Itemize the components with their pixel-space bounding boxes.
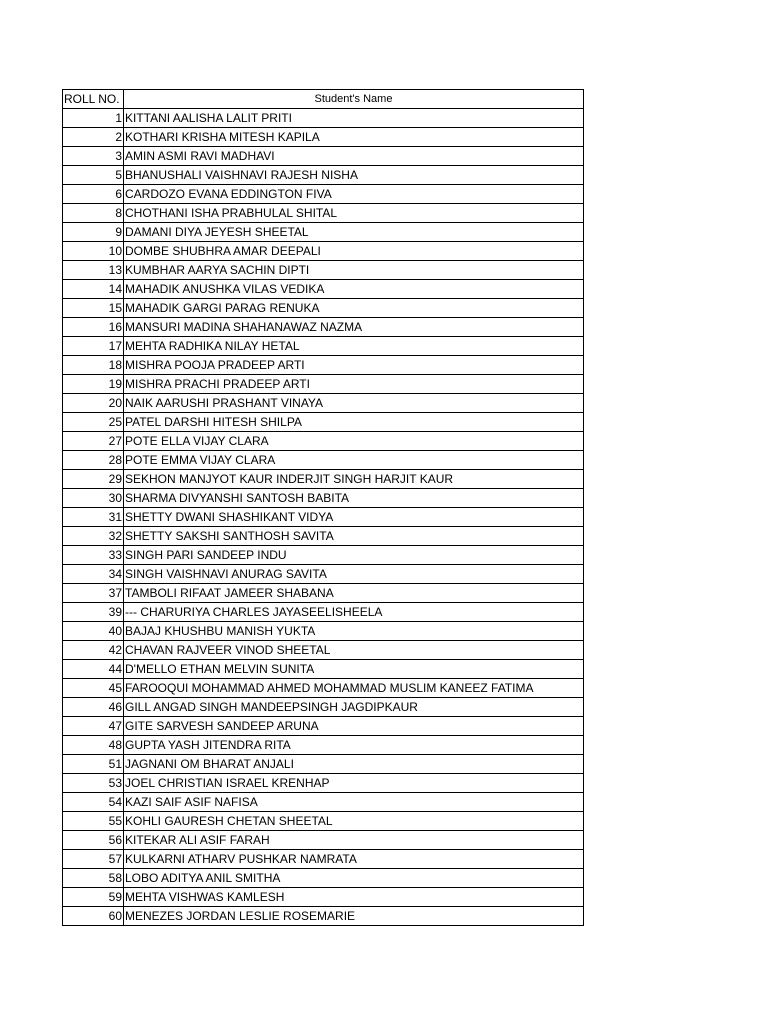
roll-number-cell: 51 [63,755,124,774]
roll-number-cell: 15 [63,299,124,318]
student-name-cell: KULKARNI ATHARV PUSHKAR NAMRATA [124,850,584,869]
roll-number-cell: 20 [63,394,124,413]
header-row [63,90,584,109]
roll-number-cell: 55 [63,812,124,831]
student-name-cell: SINGH VAISHNAVI ANURAG SAVITA [124,565,584,584]
roll-number-cell: 29 [63,470,124,489]
table-row [63,147,584,166]
student-name-cell: MENEZES JORDAN LESLIE ROSEMARIE [124,907,584,926]
table-row [63,888,584,907]
roll-number-cell: 9 [63,223,124,242]
table-row [63,793,584,812]
roll-number-cell: 58 [63,869,124,888]
table-row [63,451,584,470]
table-row [63,508,584,527]
table-row [63,394,584,413]
table-row [63,907,584,926]
table-row [63,641,584,660]
table-row [63,812,584,831]
table-row [63,432,584,451]
student-name-cell: PATEL DARSHI HITESH SHILPA [124,413,584,432]
roll-number-cell: 44 [63,660,124,679]
table-row [63,470,584,489]
student-name-cell: NAIK AARUSHI PRASHANT VINAYA [124,394,584,413]
student-name-cell: TAMBOLI RIFAAT JAMEER SHABANA [124,584,584,603]
table-row [63,679,584,698]
roll-number-cell: 48 [63,736,124,755]
student-name-cell: KUMBHAR AARYA SACHIN DIPTI [124,261,584,280]
student-name-cell: BAJAJ KHUSHBU MANISH YUKTA [124,622,584,641]
table-row [63,413,584,432]
student-name-cell: AMIN ASMI RAVI MADHAVI [124,147,584,166]
roll-number-cell: 31 [63,508,124,527]
roll-number-cell: 16 [63,318,124,337]
roll-number-cell: 42 [63,641,124,660]
roll-number-cell: 47 [63,717,124,736]
roll-number-cell: 53 [63,774,124,793]
student-name-cell: CHAVAN RAJVEER VINOD SHEETAL [124,641,584,660]
table-row [63,698,584,717]
roll-number-cell: 6 [63,185,124,204]
student-name-cell: KITTANI AALISHA LALIT PRITI [124,109,584,128]
roll-number-cell: 3 [63,147,124,166]
roll-number-cell: 56 [63,831,124,850]
table-body [63,109,584,926]
table-row [63,546,584,565]
table-row [63,109,584,128]
table-row [63,622,584,641]
table-row [63,356,584,375]
table-row [63,489,584,508]
roll-number-cell: 13 [63,261,124,280]
roll-number-cell: 33 [63,546,124,565]
student-name-cell: CHOTHANI ISHA PRABHULAL SHITAL [124,204,584,223]
table-row [63,831,584,850]
roll-number-cell: 57 [63,850,124,869]
student-name-cell: MISHRA POOJA PRADEEP ARTI [124,356,584,375]
table-row [63,869,584,888]
table-row [63,318,584,337]
table-row [63,755,584,774]
student-name-cell: MISHRA PRACHI PRADEEP ARTI [124,375,584,394]
roll-number-cell: 14 [63,280,124,299]
roll-number-cell: 17 [63,337,124,356]
roll-number-cell: 46 [63,698,124,717]
table-row [63,128,584,147]
student-roll-table [62,89,584,926]
table-row [63,565,584,584]
roll-number-cell: 39 [63,603,124,622]
student-name-cell: MEHTA RADHIKA NILAY HETAL [124,337,584,356]
table-row [63,527,584,546]
table-row [63,185,584,204]
roll-number-cell: 45 [63,679,124,698]
roll-number-cell: 30 [63,489,124,508]
table-row [63,736,584,755]
student-name-cell: MAHADIK GARGI PARAG RENUKA [124,299,584,318]
roll-number-cell: 27 [63,432,124,451]
roll-number-cell: 1 [63,109,124,128]
student-name-cell: KOTHARI KRISHA MITESH KAPILA [124,128,584,147]
table-row [63,774,584,793]
student-name-cell: SHETTY DWANI SHASHIKANT VIDYA [124,508,584,527]
table-row [63,337,584,356]
student-name-cell: JOEL CHRISTIAN ISRAEL KRENHAP [124,774,584,793]
student-name-cell: CARDOZO EVANA EDDINGTON FIVA [124,185,584,204]
student-name-cell: DAMANI DIYA JEYESH SHEETAL [124,223,584,242]
student-name-cell: DOMBE SHUBHRA AMAR DEEPALI [124,242,584,261]
table-row [63,584,584,603]
header-roll-no: ROLL NO. [63,90,124,109]
roll-number-cell: 28 [63,451,124,470]
roll-number-cell: 37 [63,584,124,603]
table-row [63,223,584,242]
table-row [63,166,584,185]
student-name-cell: LOBO ADITYA ANIL SMITHA [124,869,584,888]
roll-number-cell: 40 [63,622,124,641]
student-name-cell: SINGH PARI SANDEEP INDU [124,546,584,565]
roll-number-cell: 25 [63,413,124,432]
student-name-cell: GUPTA YASH JITENDRA RITA [124,736,584,755]
student-name-cell: MAHADIK ANUSHKA VILAS VEDIKA [124,280,584,299]
roll-number-cell: 18 [63,356,124,375]
student-name-cell: MEHTA VISHWAS KAMLESH [124,888,584,907]
student-name-cell: SHETTY SAKSHI SANTHOSH SAVITA [124,527,584,546]
roll-number-cell: 5 [63,166,124,185]
roll-number-cell: 34 [63,565,124,584]
table-row [63,660,584,679]
student-name-cell: D'MELLO ETHAN MELVIN SUNITA [124,660,584,679]
header-student-name: Student's Name [124,90,584,109]
table-row [63,242,584,261]
roll-number-cell: 54 [63,793,124,812]
table-row [63,375,584,394]
table-row [63,204,584,223]
student-name-cell: --- CHARURIYA CHARLES JAYASEELISHEELA [124,603,584,622]
roll-number-cell: 10 [63,242,124,261]
roll-number-cell: 19 [63,375,124,394]
student-name-cell: BHANUSHALI VAISHNAVI RAJESH NISHA [124,166,584,185]
table-row [63,299,584,318]
table-row [63,717,584,736]
student-name-cell: JAGNANI OM BHARAT ANJALI [124,755,584,774]
roll-number-cell: 8 [63,204,124,223]
student-name-cell: KOHLI GAURESH CHETAN SHEETAL [124,812,584,831]
roll-number-cell: 60 [63,907,124,926]
student-name-cell: POTE EMMA VIJAY CLARA [124,451,584,470]
table-row [63,603,584,622]
student-name-cell: GITE SARVESH SANDEEP ARUNA [124,717,584,736]
student-name-cell: KAZI SAIF ASIF NAFISA [124,793,584,812]
student-name-cell: FAROOQUI MOHAMMAD AHMED MOHAMMAD MUSLIM KANEEZ FATIMA [124,679,584,698]
student-name-cell: POTE ELLA VIJAY CLARA [124,432,584,451]
student-name-cell: SHARMA DIVYANSHI SANTOSH BABITA [124,489,584,508]
roll-number-cell: 32 [63,527,124,546]
student-name-cell: KITEKAR ALI ASIF FARAH [124,831,584,850]
student-name-cell: MANSURI MADINA SHAHANAWAZ NAZMA [124,318,584,337]
student-name-cell: SEKHON MANJYOT KAUR INDERJIT SINGH HARJIT KAUR [124,470,584,489]
roll-number-cell: 2 [63,128,124,147]
student-name-cell: GILL ANGAD SINGH MANDEEPSINGH JAGDIPKAUR [124,698,584,717]
roll-number-cell: 59 [63,888,124,907]
table-row [63,850,584,869]
table-row [63,280,584,299]
table-row [63,261,584,280]
